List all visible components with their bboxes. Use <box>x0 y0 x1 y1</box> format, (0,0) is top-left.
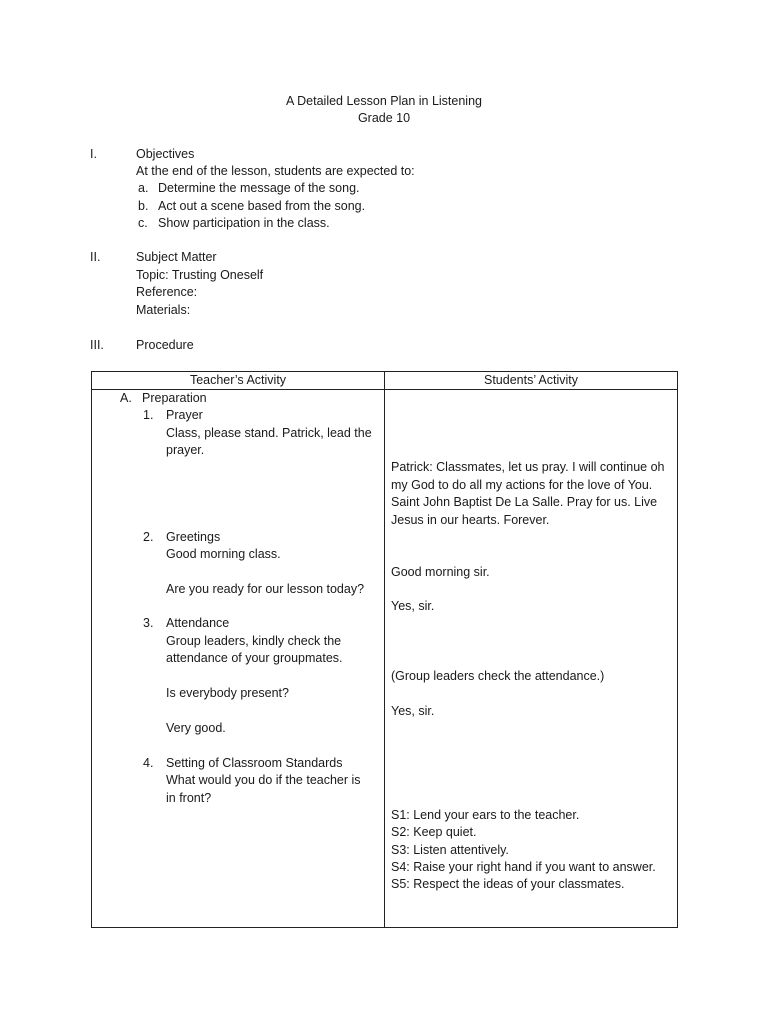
objectives-intro: At the end of the lesson, students are expected to: <box>136 164 415 178</box>
student-line: S1: Lend your ears to the teacher. <box>391 808 580 822</box>
objective-mark: b. <box>138 199 149 213</box>
section-heading-objectives: Objectives <box>136 147 195 161</box>
student-line: my God to do all my actions for the love of You. <box>391 478 653 492</box>
section-heading-procedure: Procedure <box>136 338 194 352</box>
teacher-line: Very good. <box>166 721 226 735</box>
section-numeral-subject-matter: II. <box>90 250 101 264</box>
objective-item: Show participation in the class. <box>158 216 330 230</box>
teacher-line: What would you do if the teacher is <box>166 773 361 787</box>
prayer-number: 1. <box>143 408 154 422</box>
document-subtitle: Grade 10 <box>357 111 411 125</box>
part-a-label: Preparation <box>142 391 207 405</box>
objective-mark: a. <box>138 181 149 195</box>
student-line: (Group leaders check the attendance.) <box>391 669 605 683</box>
part-a-mark: A. <box>120 391 132 405</box>
student-line: Good morning sir. <box>391 565 490 579</box>
student-line: S4: Raise your right hand if you want to answer. <box>391 860 656 874</box>
standards-label: Setting of Classroom Standards <box>166 756 343 770</box>
student-line: Yes, sir. <box>391 704 435 718</box>
student-line: Jesus in our hearts. Forever. <box>391 513 550 527</box>
greetings-label: Greetings <box>166 530 221 544</box>
objective-item: Act out a scene based from the song. <box>158 199 366 213</box>
attendance-label: Attendance <box>166 616 230 630</box>
objective-mark: c. <box>138 216 148 230</box>
objective-item: Determine the message of the song. <box>158 181 360 195</box>
student-line: Saint John Baptist De La Salle. Pray for us. Live <box>391 495 658 509</box>
student-line: S3: Listen attentively. <box>391 843 509 857</box>
section-numeral-objectives: I. <box>90 147 97 161</box>
table-column-divider <box>384 372 385 927</box>
table-header-teacher: Teacher’s Activity <box>189 373 287 387</box>
section-numeral-procedure: III. <box>90 338 104 352</box>
teacher-line: Group leaders, kindly check the <box>166 634 342 648</box>
standards-number: 4. <box>143 756 154 770</box>
section-heading-subject-matter: Subject Matter <box>136 250 217 264</box>
subject-reference: Reference: <box>136 285 198 299</box>
document-title: A Detailed Lesson Plan in Listening <box>286 94 482 108</box>
teacher-line: attendance of your groupmates. <box>166 651 343 665</box>
teacher-line: prayer. <box>166 443 205 457</box>
teacher-line: Class, please stand. Patrick, lead the <box>166 426 372 440</box>
teacher-line: Good morning class. <box>166 547 281 561</box>
subject-materials: Materials: <box>136 303 191 317</box>
subject-topic: Topic: Trusting Oneself <box>136 268 264 282</box>
student-line: S5: Respect the ideas of your classmates. <box>391 877 625 891</box>
greetings-number: 2. <box>143 530 154 544</box>
student-line: Patrick: Classmates, let us pray. I will continue oh <box>391 460 665 474</box>
student-line: Yes, sir. <box>391 599 435 613</box>
prayer-label: Prayer <box>166 408 203 422</box>
student-line: S2: Keep quiet. <box>391 825 477 839</box>
teacher-line: Is everybody present? <box>166 686 289 700</box>
table-header-students: Students’ Activity <box>483 373 579 387</box>
attendance-number: 3. <box>143 616 154 630</box>
teacher-line: Are you ready for our lesson today? <box>166 582 365 596</box>
teacher-line: in front? <box>166 791 212 805</box>
